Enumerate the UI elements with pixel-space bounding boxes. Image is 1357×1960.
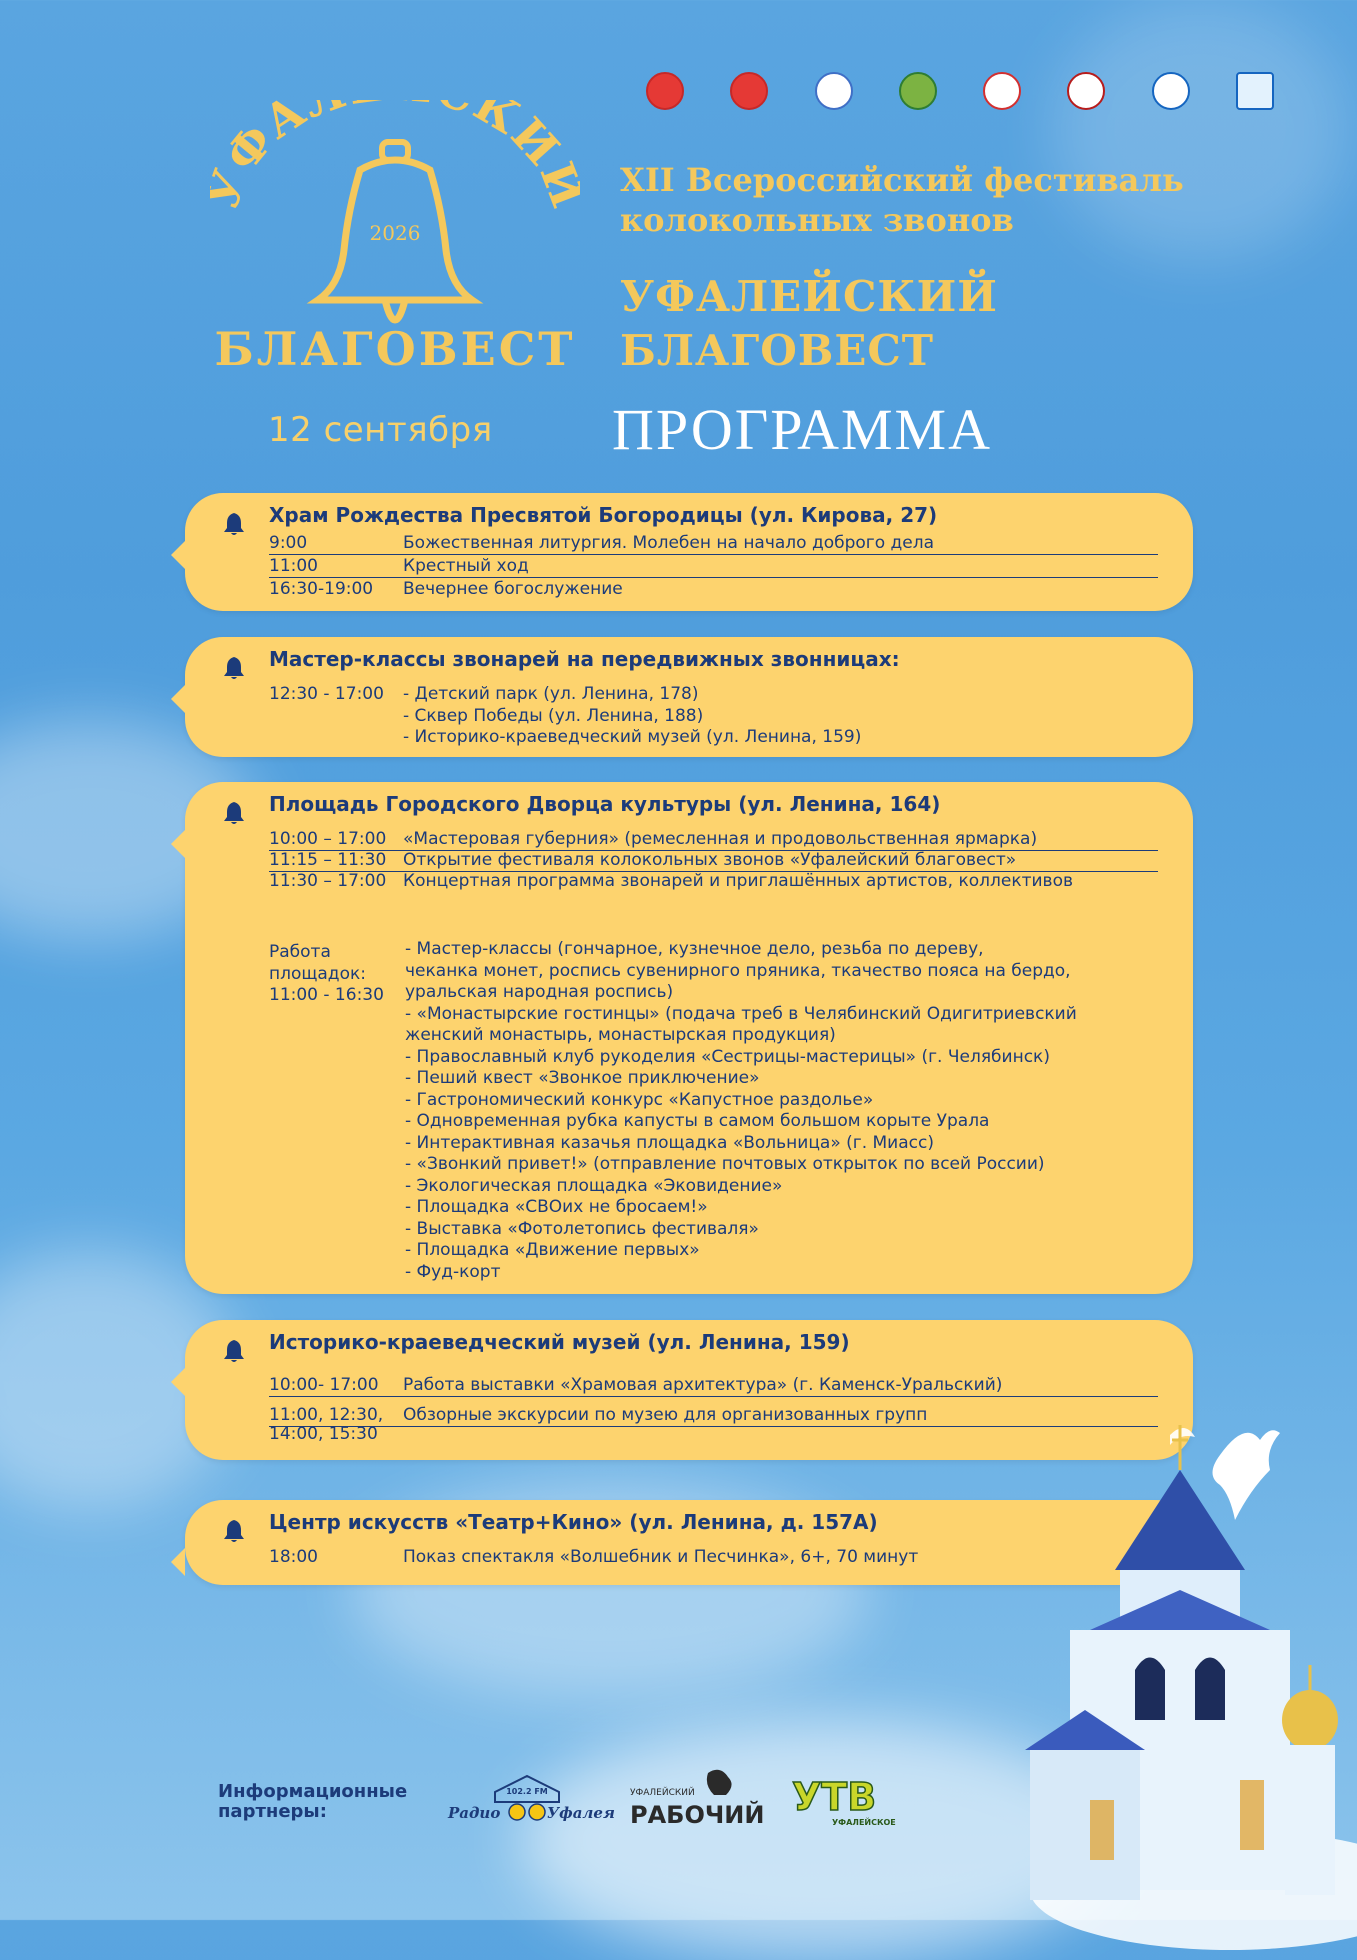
- schedule-description: Крестный ход: [403, 556, 529, 576]
- schedule-time: 11:00: [269, 556, 318, 576]
- schedule-description: «Мастеровая губерния» (ремесленная и продовольственная ярмарка): [403, 829, 1038, 849]
- activity-item: - «Звонкий привет!» (отправление почтовых открыток по всей России): [405, 1154, 1045, 1174]
- info-partners-label: [218, 1782, 407, 1822]
- emblem-icon: [815, 72, 853, 110]
- location-item: - Детский парк (ул. Ленина, 178): [403, 684, 699, 704]
- emblem-icon: [983, 72, 1021, 110]
- radio-frequency: 102.2 FM: [506, 1787, 548, 1796]
- organizer-logo: [630, 72, 700, 142]
- schedule-description: Показ спектакля «Волшебник и Песчинка», 6+, 70 минут: [403, 1547, 919, 1567]
- card-title: Храм Рождества Пресвятой Богородицы (ул. Кирова, 27): [269, 503, 938, 527]
- activity-item: - Мастер-классы (гончарное, кузнечное дело, резьба по дереву,: [405, 939, 984, 959]
- schedule-time: 18:00: [269, 1547, 318, 1567]
- activity-item: уральская народная роспись): [405, 982, 674, 1002]
- organizer-logo: [1051, 72, 1121, 142]
- church-illustration: [1010, 1420, 1357, 1920]
- work-label-line: Работа: [269, 942, 331, 962]
- brand-title: [620, 270, 998, 378]
- coat-of-arms-icon: [899, 72, 937, 110]
- festival-title: [620, 160, 1184, 240]
- activity-item: - Экологическая площадка «Эковидение»: [405, 1175, 783, 1196]
- card-title: Историко-краеведческий музей (ул. Ленина, 159): [269, 1330, 850, 1354]
- schedule-description: Вечернее богослужение: [403, 579, 623, 599]
- brand-title-line: УФАЛЕЙСКИЙ: [620, 272, 998, 321]
- info-partners-line: Информационные: [218, 1781, 408, 1802]
- bell-icon: [223, 655, 245, 681]
- emblem-icon: [1067, 72, 1105, 110]
- card-title: Площадь Городского Дворца культуры (ул. Ленина, 164): [269, 792, 941, 816]
- festival-title-line: XII Всероссийский фестиваль: [620, 161, 1184, 199]
- schedule-row: [269, 871, 1158, 892]
- year-of-unity-icon: [1236, 72, 1274, 110]
- bell-icon: [223, 1338, 245, 1364]
- organizer-logo: [714, 72, 784, 142]
- activity-item: - Площадка «СВОих не бросаем!»: [405, 1197, 708, 1217]
- rabochiy-bottom-text: РАБОЧИЙ: [630, 1801, 765, 1829]
- location-list: [403, 684, 861, 749]
- schedule-row: [269, 533, 1158, 555]
- schedule-time: 9:00: [269, 533, 308, 553]
- radio-ufaleya-logo: [445, 1772, 615, 1832]
- program-card: [185, 493, 1193, 611]
- activity-list: [405, 939, 1077, 1283]
- coat-of-arms-icon: [646, 72, 684, 110]
- program-card: [185, 637, 1193, 757]
- work-label-line: площадок:: [269, 963, 366, 984]
- activity-item: - «Монастырские гостинцы» (подача треб в Челябинский Одигитриевский: [405, 1003, 1077, 1024]
- radio-left-text: Радио: [448, 1804, 501, 1822]
- utv-sub-text: УФАЛЕЙСКОЕ: [832, 1818, 896, 1827]
- bell-icon: [223, 511, 245, 537]
- activity-item: женский монастырь, монастырская продукция): [405, 1025, 836, 1045]
- logo-bottom-text: БЛАГОВЕСТ: [214, 322, 576, 376]
- ufaleysky-rabochiy-logo: [628, 1765, 765, 1835]
- schedule-time: 16:30-19:00: [269, 579, 374, 599]
- activity-item: - Пеший квест «Звонкое приключение»: [405, 1068, 760, 1088]
- activity-item: чеканка монет, роспись сувенирного пряника, ткачество пояса на бердо,: [405, 960, 1071, 981]
- schedule-time: 12:30 - 17:00: [269, 684, 384, 704]
- organizer-logos: [630, 72, 1290, 142]
- bell-icon: [223, 800, 245, 826]
- festival-title-line: колокольных звонов: [620, 201, 1014, 239]
- organizer-logo: [967, 72, 1037, 142]
- schedule-time: 10:00- 17:00: [269, 1375, 379, 1395]
- location-item: - Сквер Победы (ул. Ленина, 188): [403, 705, 704, 726]
- organizer-logo: [1220, 72, 1290, 142]
- schedule-time-extra: 14:00, 15:30: [269, 1424, 378, 1444]
- info-partners-line: партнеры:: [218, 1801, 327, 1822]
- activity-item: - Фуд-корт: [405, 1261, 501, 1282]
- radio-right-text: Уфалея: [547, 1804, 615, 1822]
- schedule-time: 11:15 – 11:30: [269, 850, 387, 870]
- event-date: 12 сентября: [268, 410, 493, 450]
- location-item: - Историко-краеведческий музей (ул. Ленина, 159): [403, 727, 862, 747]
- card-title: Мастер-классы звонарей на передвижных звонницах:: [269, 647, 900, 671]
- brand-title-line: БЛАГОВЕСТ: [620, 326, 935, 375]
- activity-item: - Одновременная рубка капусты в самом большом корыте Урала: [405, 1111, 990, 1131]
- utv-logo: [790, 1770, 900, 1830]
- activity-item: - Площадка «Движение первых»: [405, 1240, 700, 1260]
- schedule-description: Божественная литургия. Молебен на начало доброго дела: [403, 533, 935, 553]
- activity-item: - Интерактивная казачья площадка «Вольница» (г. Миасс): [405, 1132, 934, 1153]
- coat-of-arms-icon: [730, 72, 768, 110]
- schedule-time: 11:00, 12:30,: [269, 1405, 384, 1425]
- activity-item: - Выставка «Фотолетопись фестиваля»: [405, 1218, 759, 1239]
- church-emblem-icon: [1152, 72, 1190, 110]
- organizer-logo: [799, 72, 869, 142]
- schedule-row: [269, 1375, 1158, 1397]
- organizer-logo: [1136, 72, 1206, 142]
- program-heading: ПРОГРАММА: [612, 397, 993, 462]
- schedule-row: [269, 556, 1158, 578]
- work-label-line: 11:00 - 16:30: [269, 985, 384, 1005]
- bell-icon: [223, 1518, 245, 1544]
- festival-logo: [210, 100, 580, 390]
- schedule-time: 10:00 – 17:00: [269, 829, 387, 849]
- schedule-description: Обзорные экскурсии по музею для организованных групп: [403, 1405, 928, 1425]
- utv-main-text: УТВ: [792, 1775, 877, 1819]
- program-card: [185, 782, 1193, 1294]
- card-title: Центр искусств «Театр+Кино» (ул. Ленина, д. 157А): [269, 1510, 878, 1534]
- rabochiy-top-text: УФАЛЕЙСКИЙ: [630, 1788, 695, 1798]
- activity-item: - Гастрономический конкурс «Капустное раздолье»: [405, 1089, 874, 1110]
- schedule-time: 11:30 – 17:00: [269, 871, 387, 891]
- schedule-description: Работа выставки «Храмовая архитектура» (г. Каменск-Уральский): [403, 1375, 1003, 1395]
- logo-arc-text: ФА КИ: [214, 100, 572, 183]
- schedule-row: [269, 850, 1158, 872]
- work-hours-label: [269, 942, 384, 1007]
- schedule-row: [269, 829, 1158, 851]
- schedule-description: Концертная программа звонарей и приглашённых артистов, коллективов: [403, 871, 1073, 891]
- activity-item: - Православный клуб рукоделия «Сестрицы-мастерицы» (г. Челябинск): [405, 1046, 1050, 1067]
- schedule-row: [269, 579, 1158, 600]
- logo-year: 2026: [369, 221, 421, 245]
- organizer-logo: [883, 72, 953, 142]
- schedule-description: Открытие фестиваля колокольных звонов «Уфалейский благовест»: [403, 850, 1017, 870]
